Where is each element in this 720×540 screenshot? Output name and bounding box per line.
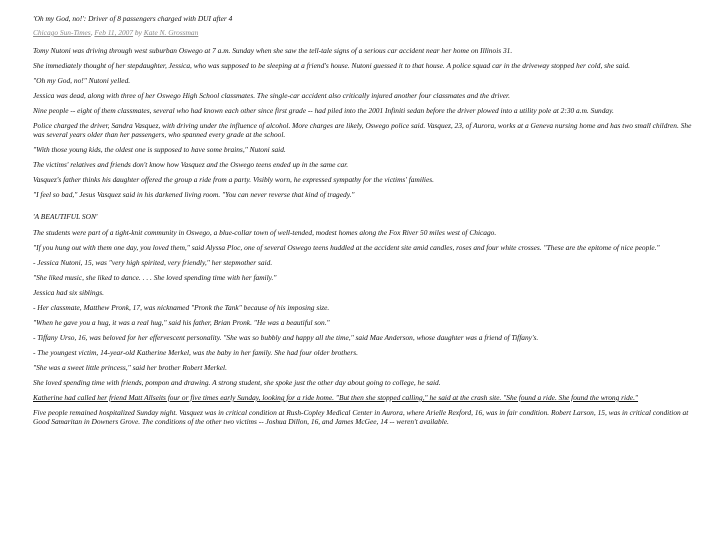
paragraph: "I feel so bad," Jesus Vasquez said in his darkened living room. "You can never reverse that kind of tragedy." bbox=[33, 190, 355, 199]
article-headline: 'Oh my God, no!': Driver of 8 passengers charged with DUI after 4 bbox=[33, 14, 233, 23]
paragraph: - The youngest victim, 14-year-old Katherine Merkel, was the baby in her family. She had four older brothers. bbox=[33, 348, 358, 357]
source-link[interactable]: Chicago Sun-Times bbox=[33, 28, 91, 37]
paragraph: Jessica was dead, along with three of her Oswego High School classmates. The single-car accident also critically injured another four classmates and the driver. bbox=[33, 91, 510, 100]
date-link[interactable]: Feb 11, 2007 bbox=[94, 28, 134, 37]
paragraph: Vasquez's father thinks his daughter offered the group a ride from a party. Visibly worn, he expressed sympathy for the victims' families. bbox=[33, 175, 434, 184]
paragraph: She loved spending time with friends, pompon and drawing. A strong student, she spoke just the other day about going to college, he said. bbox=[33, 378, 441, 387]
paragraph: Nine people -- eight of them classmates, several who had known each other since first grade -- had piled into the 2001 Infiniti sedan before the driver plowed into a utility pole at 2:30 a.m. Sunday. bbox=[33, 106, 614, 115]
paragraph: Police charged the driver, Sandra Vasquez, with driving under the influence of alcohol. More charges are likely, Oswego police said. Vasquez, 23, of Aurora, works at a Geneva nursing home and has two small children. She was several years older than her passengers, who spanned every grade at the school. bbox=[33, 121, 692, 139]
article-byline bbox=[33, 28, 702, 37]
paragraph: She immediately thought of her stepdaughter, Jessica, who was supposed to be sleeping at a friend's house. Nutoni guessed it to that house. A police squad car in the driveway stopped her cold, she said. bbox=[33, 61, 631, 70]
paragraph: The students were part of a tight-knit community in Oswego, a blue-collar town of well-tended, modest homes along the Fox River 50 miles west of Chicago. bbox=[33, 228, 497, 237]
paragraph: - Her classmate, Matthew Pronk, 17, was nicknamed "Pronk the Tank" because of his imposing size. bbox=[33, 303, 330, 312]
paragraph: "She was a sweet little princess," said her brother Robert Merkel. bbox=[33, 363, 227, 372]
paragraph: "If you hung out with them one day, you loved them," said Alyssa Ploc, one of several Oswego teens huddled at the accident site amid candles, roses and four white crosses. "These are the epitome of nice people." bbox=[33, 243, 660, 252]
paragraph: "When he gave you a hug, it was a real hug," said his father, Brian Pronk. "He was a beautiful son." bbox=[33, 318, 330, 327]
paragraph: "Oh my God, no!" Nutoni yelled. bbox=[33, 76, 131, 85]
paragraph: "She liked music, she liked to dance. . . . She loved spending time with her family." bbox=[33, 273, 277, 282]
section-heading: 'A BEAUTIFUL SON' bbox=[33, 212, 98, 221]
byline-separator: , bbox=[90, 28, 95, 37]
author-link[interactable]: Kate N. Grossman bbox=[143, 28, 199, 37]
paragraph: - Jessica Nutoni, 15, was "very high spirited, very friendly," her stepmother said. bbox=[33, 258, 273, 267]
paragraph: Jessica had six siblings. bbox=[33, 288, 105, 297]
paragraph: - Tiffany Urso, 16, was beloved for her effervescent personality. "She was so bubbly and happy all the time," said Mae Anderson, whose daughter was a friend of Tiffany's. bbox=[33, 333, 539, 342]
final-paragraph: Five people remained hospitalized Sunday night. Vasquez was in critical condition at Rush-Copley Medical Center in Aurora, where Arielle Rexford, 16, was in fair condition. Robert Larson, 15, was in critical condition at Good Samaritan in Downers Grove. The conditions of the other two victims -- Joshua Dillon, 16, and James McGee, 14 -- weren't available. bbox=[33, 408, 689, 426]
byline-by: by bbox=[134, 28, 142, 37]
paragraph: "With those young kids, the oldest one is supposed to have some brains," Nutoni said. bbox=[33, 145, 286, 154]
underlined-paragraph: Katherine had called her friend Matt Allseits four or five times early Sunday, looking for a ride home. "But then she stopped calling," he said at the crash site. "She found a ride. She found the wrong ride." bbox=[33, 393, 639, 402]
paragraph: The victims' relatives and friends don't know how Vasquez and the Oswego teens ended up in the same car. bbox=[33, 160, 349, 169]
paragraph: Tomy Nutoni was driving through west suburban Oswego at 7 a.m. Sunday when she saw the tell-tale signs of a serious car accident near her home on Illinois 31. bbox=[33, 46, 513, 55]
